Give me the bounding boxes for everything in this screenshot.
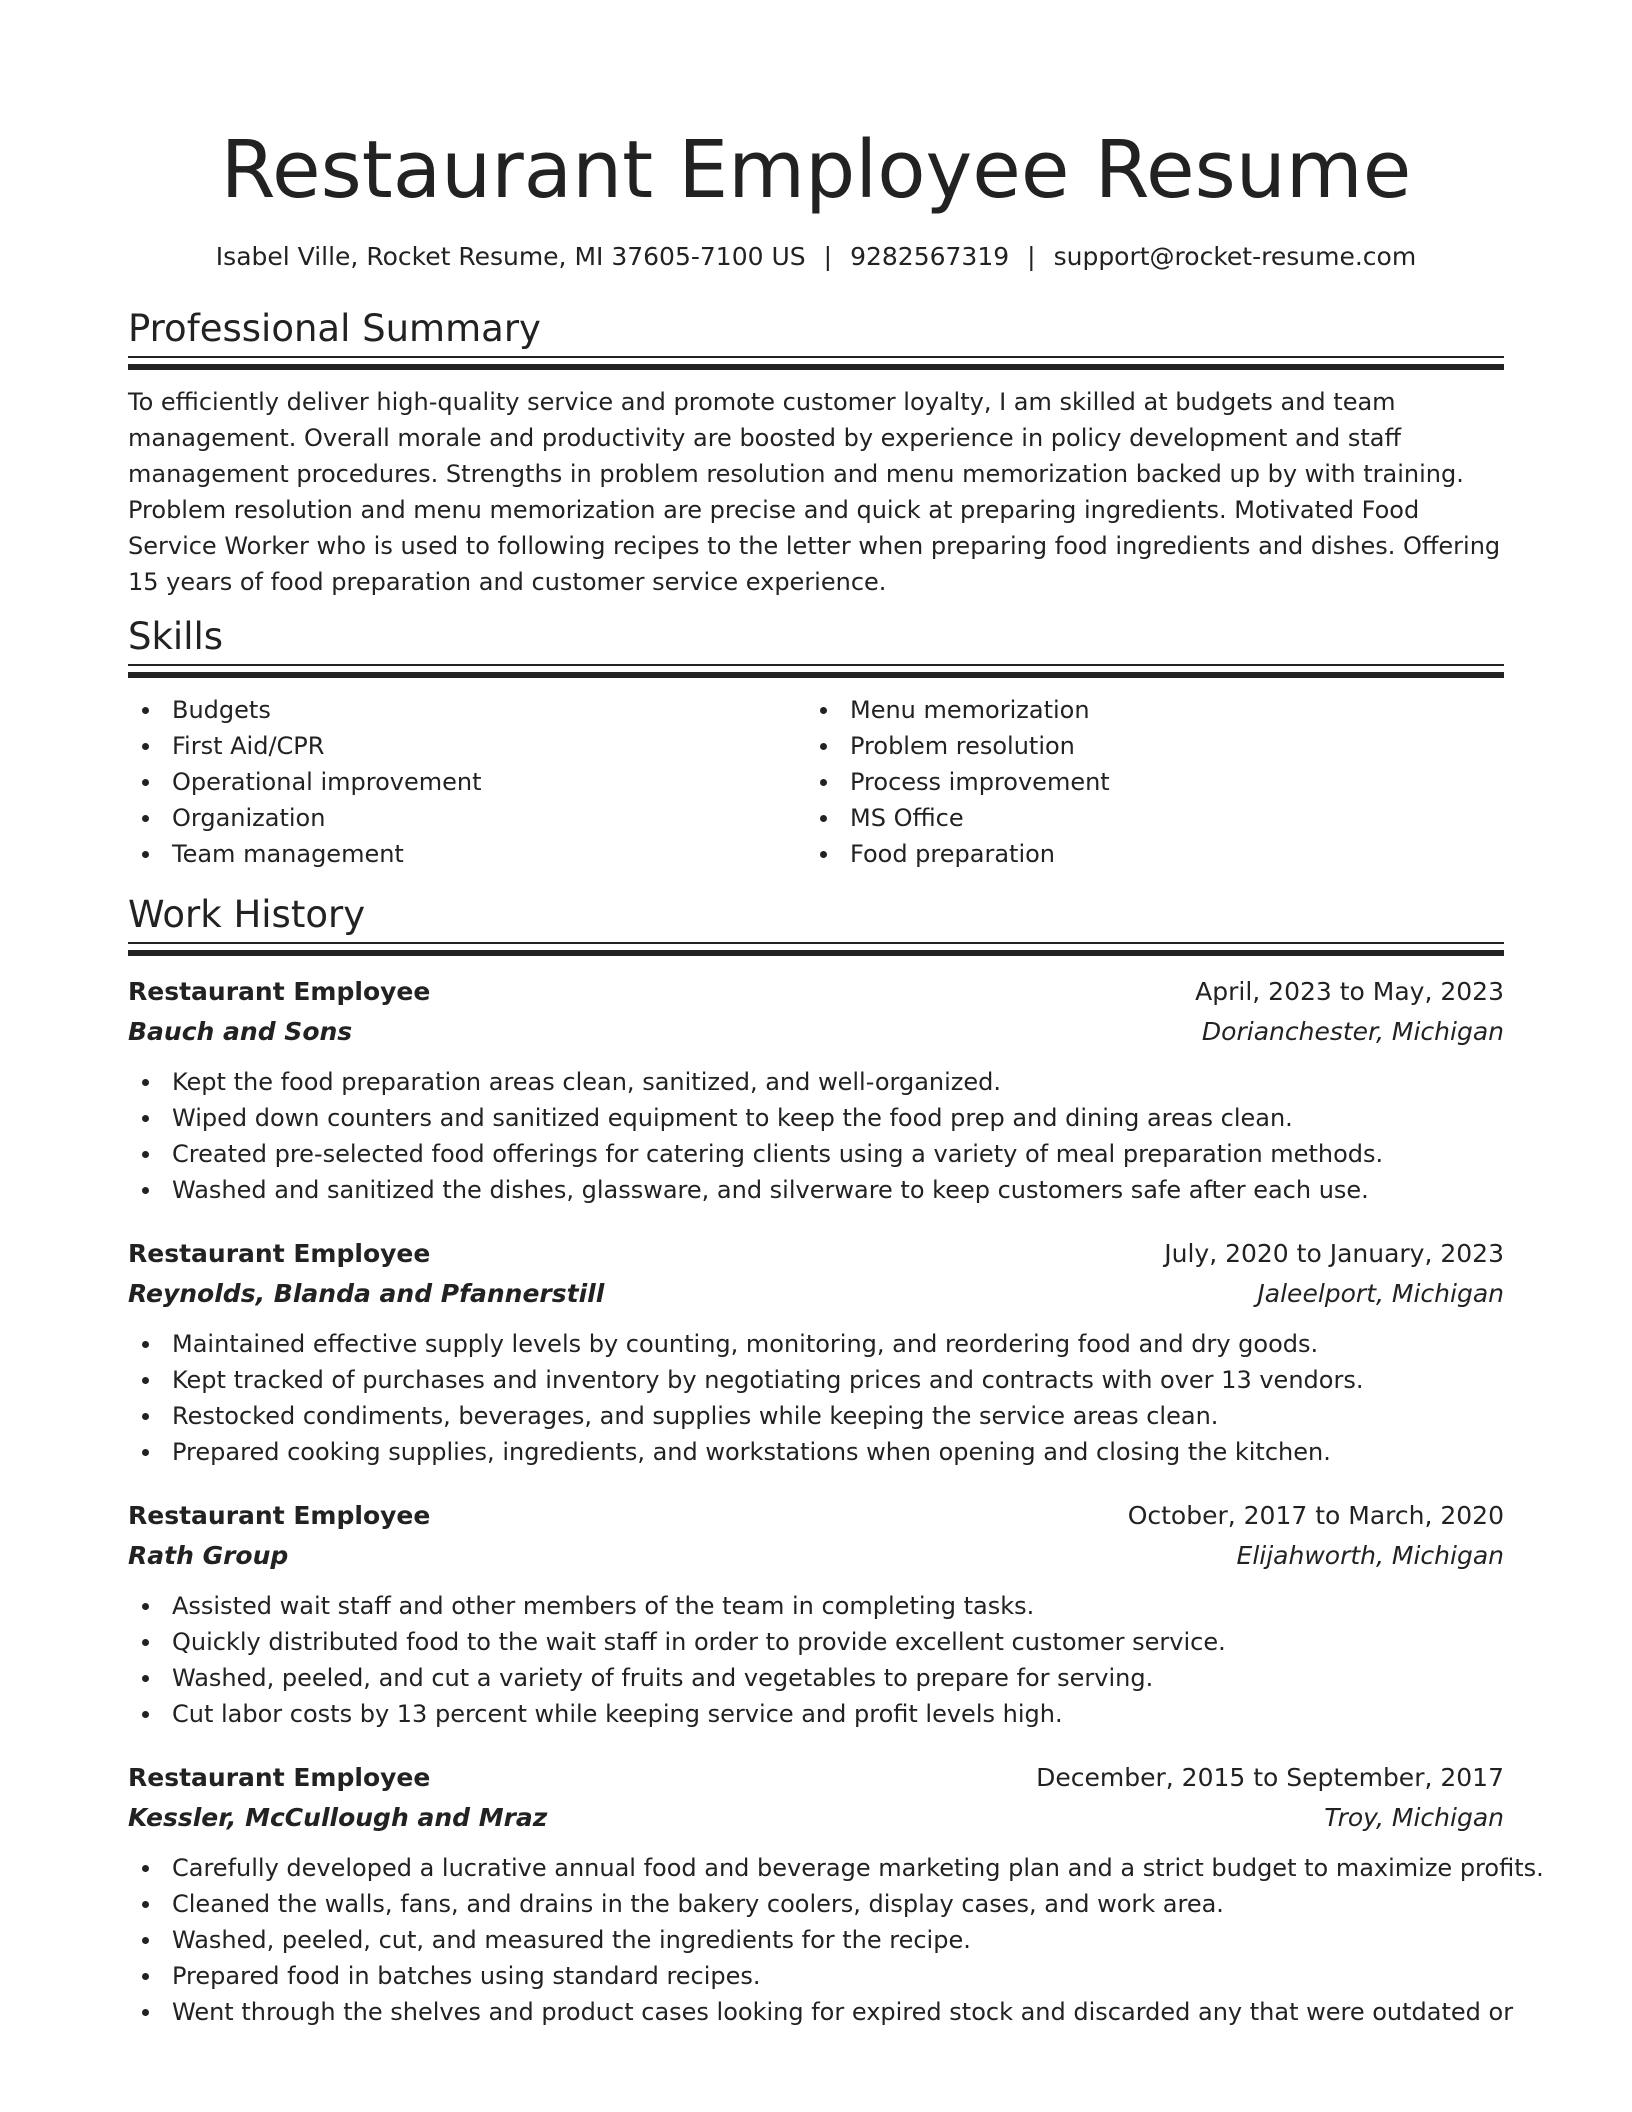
contact-phone: 9282567319 xyxy=(850,242,1010,271)
job-company-row xyxy=(128,1274,1504,1314)
job-title: Restaurant Employee xyxy=(128,977,431,1006)
job-entry xyxy=(128,972,1504,1208)
skill-item: Operational improvement xyxy=(128,764,806,800)
contact-separator: | xyxy=(1027,242,1036,271)
job-bullet: Went through the shelves and product cases looking for expired stock and discarded any that were outdated or xyxy=(128,1994,1504,2030)
job-header-row xyxy=(128,1758,1504,1798)
job-bullet: Quickly distributed food to the wait staff in order to provide excellent customer service. xyxy=(128,1624,1504,1660)
skills-heading: Skills xyxy=(128,615,224,658)
resume-page xyxy=(128,0,1544,2030)
job-company: Reynolds, Blanda and Pfannerstill xyxy=(128,1279,605,1308)
skill-item: Problem resolution xyxy=(806,728,1484,764)
job-entry xyxy=(128,1234,1504,1470)
work-section xyxy=(128,892,1544,2030)
job-company-row xyxy=(128,1798,1504,1838)
job-company: Bauch and Sons xyxy=(128,1017,353,1046)
skill-item: Budgets xyxy=(128,692,806,728)
job-bullet: Cut labor costs by 13 percent while keeping service and profit levels high. xyxy=(128,1696,1504,1732)
skills-list-right xyxy=(806,692,1484,872)
job-location: Jaleelport, Michigan xyxy=(1257,1279,1504,1308)
job-location: Elijahworth, Michigan xyxy=(1236,1541,1504,1570)
job-bullets xyxy=(128,1850,1544,2030)
job-header-row xyxy=(128,1234,1504,1274)
job-title: Restaurant Employee xyxy=(128,1763,431,1792)
job-dates: December, 2015 to September, 2017 xyxy=(1036,1763,1504,1792)
skill-item: First Aid/CPR xyxy=(128,728,806,764)
contact-line xyxy=(128,240,1504,274)
job-bullet: Prepared cooking supplies, ingredients, and workstations when opening and closing the kitchen. xyxy=(128,1434,1504,1470)
skill-item: Food preparation xyxy=(806,836,1484,872)
job-company-row xyxy=(128,1012,1504,1052)
skills-columns xyxy=(128,692,1504,872)
job-bullet: Cleaned the walls, fans, and drains in the bakery coolers, display cases, and work area. xyxy=(128,1886,1504,1922)
job-entry xyxy=(128,1496,1504,1732)
summary-text: To efficiently deliver high-quality service and promote customer loyalty, I am skilled at budgets and team management. Overall morale and productivity are boosted by experience in policy development and staff management procedures. Strengths in problem resolution and menu memorization backed up by with training. Problem resolution and menu memorization are precise and quick at preparing ingredients. Motivated Food Service Worker who is used to following recipes to the letter when preparing food ingredients and dishes. Offering 15 years of food preparation and customer service experience. xyxy=(128,388,1501,596)
job-header-row xyxy=(128,1496,1504,1536)
job-bullets xyxy=(128,1326,1504,1470)
job-dates: July, 2020 to January, 2023 xyxy=(1164,1239,1504,1268)
job-bullet: Carefully developed a lucrative annual food and beverage marketing plan and a strict budget to maximize profits. xyxy=(128,1850,1504,1886)
section-rule xyxy=(128,664,1504,666)
work-heading: Work History xyxy=(128,893,366,936)
job-bullet: Kept tracked of purchases and inventory by negotiating prices and contracts with over 13 vendors. xyxy=(128,1362,1504,1398)
summary-section xyxy=(128,306,1504,600)
job-bullet: Assisted wait staff and other members of the team in completing tasks. xyxy=(128,1588,1504,1624)
skill-item: MS Office xyxy=(806,800,1484,836)
job-bullet: Maintained effective supply levels by counting, monitoring, and reordering food and dry goods. xyxy=(128,1326,1504,1362)
job-location: Dorianchester, Michigan xyxy=(1201,1017,1504,1046)
section-rule-thick xyxy=(128,950,1504,956)
skill-item: Organization xyxy=(128,800,806,836)
job-bullet: Created pre-selected food offerings for catering clients using a variety of meal preparation methods. xyxy=(128,1136,1504,1172)
skill-item: Menu memorization xyxy=(806,692,1484,728)
section-rule-thick xyxy=(128,672,1504,678)
job-bullet: Washed, peeled, and cut a variety of fruits and vegetables to prepare for serving. xyxy=(128,1660,1504,1696)
job-company: Kessler, McCullough and Mraz xyxy=(128,1803,548,1832)
job-bullets xyxy=(128,1588,1504,1732)
section-rule xyxy=(128,942,1504,944)
job-bullet: Restocked condiments, beverages, and supplies while keeping the service areas clean. xyxy=(128,1398,1504,1434)
job-bullet: Washed, peeled, cut, and measured the ingredients for the recipe. xyxy=(128,1922,1504,1958)
job-bullets xyxy=(128,1064,1504,1208)
summary-heading: Professional Summary xyxy=(128,307,541,350)
resume-title: Restaurant Employee Resume xyxy=(220,124,1412,216)
job-title: Restaurant Employee xyxy=(128,1239,431,1268)
job-title: Restaurant Employee xyxy=(128,1501,431,1530)
job-bullet: Wiped down counters and sanitized equipment to keep the food prep and dining areas clean. xyxy=(128,1100,1504,1136)
section-rule xyxy=(128,356,1504,358)
skill-item: Team management xyxy=(128,836,806,872)
job-dates: October, 2017 to March, 2020 xyxy=(1127,1501,1504,1530)
job-bullet: Washed and sanitized the dishes, glassware, and silverware to keep customers safe after each use. xyxy=(128,1172,1504,1208)
section-rule-thick xyxy=(128,364,1504,370)
skills-list-left xyxy=(128,692,806,872)
job-bullet: Kept the food preparation areas clean, sanitized, and well-organized. xyxy=(128,1064,1504,1100)
job-company: Rath Group xyxy=(128,1541,289,1570)
skill-item: Process improvement xyxy=(806,764,1484,800)
skills-section xyxy=(128,614,1504,872)
job-company-row xyxy=(128,1536,1504,1576)
job-bullet: Prepared food in batches using standard recipes. xyxy=(128,1958,1504,1994)
job-header-row xyxy=(128,972,1504,1012)
contact-email[interactable]: support@rocket-resume.com xyxy=(1053,242,1417,271)
job-dates: April, 2023 to May, 2023 xyxy=(1195,977,1504,1006)
contact-address: Isabel Ville, Rocket Resume, MI 37605-7100 US xyxy=(215,242,806,271)
contact-separator: | xyxy=(823,242,833,271)
job-entry xyxy=(128,1758,1544,2030)
job-location: Troy, Michigan xyxy=(1324,1803,1504,1832)
